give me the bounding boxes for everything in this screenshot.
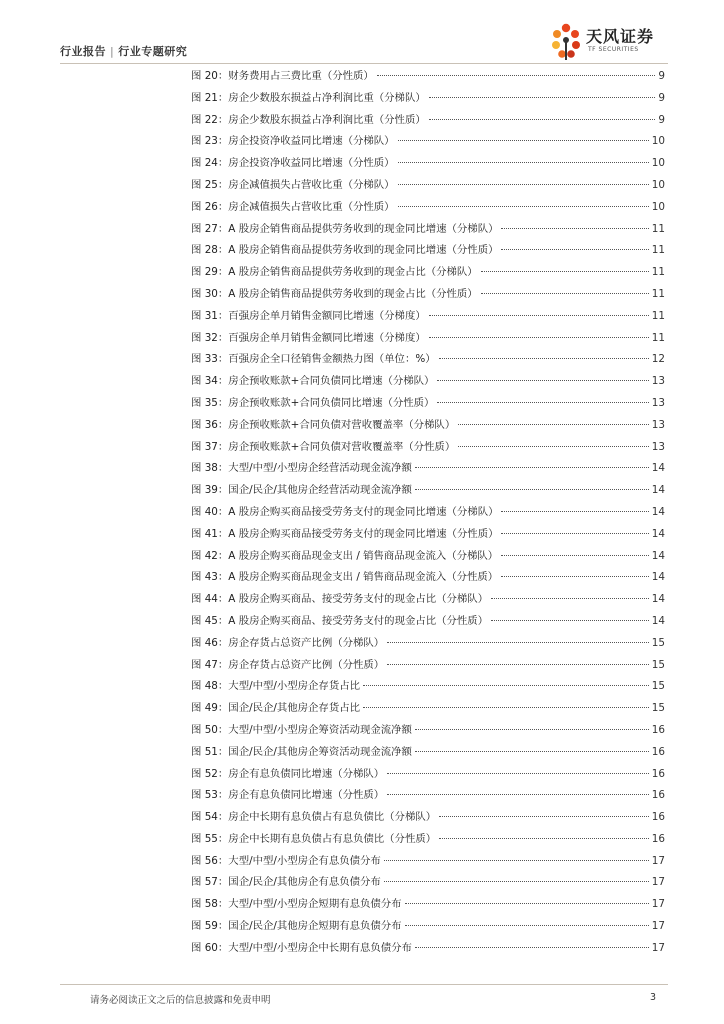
toc-entry[interactable] (191, 502, 665, 524)
toc-entry-title[interactable]: 图 47：房企存货占总资产比例（分性质） (191, 658, 385, 671)
toc-entry-page[interactable]: 11 (651, 244, 665, 257)
toc-entry-page[interactable]: 17 (651, 898, 665, 911)
toc-entry[interactable] (191, 349, 665, 371)
toc-entry-title[interactable]: 图 29：A 股房企销售商品提供劳务收到的现金占比（分梯队） (191, 266, 478, 279)
toc-entry[interactable] (191, 742, 665, 764)
toc-entry[interactable] (191, 872, 665, 894)
toc-entry[interactable] (191, 546, 665, 568)
toc-entry[interactable] (191, 524, 665, 546)
toc-entry[interactable] (191, 328, 665, 350)
toc-entry[interactable] (191, 633, 665, 655)
toc-entry[interactable] (191, 153, 665, 175)
toc-entry[interactable] (191, 284, 665, 306)
toc-entry-title[interactable]: 图 35：房企预收账款+合同负债同比增速（分性质） (191, 396, 435, 409)
header-separator: | (110, 45, 115, 58)
toc-entry-title[interactable]: 图 48：大型/中型/小型房企存货占比 (191, 680, 360, 693)
toc-leader-dots (429, 315, 649, 316)
toc-entry[interactable] (191, 88, 665, 110)
toc-entry-page[interactable]: 13 (651, 375, 665, 388)
toc-entry-page[interactable]: 10 (651, 200, 665, 213)
toc-entry-page[interactable]: 9 (658, 70, 665, 82)
toc-entry[interactable] (191, 175, 665, 197)
toc-entry-page[interactable]: 13 (651, 440, 665, 453)
toc-entry-page[interactable]: 9 (658, 113, 665, 126)
toc-entry-title[interactable]: 图 41：A 股房企购买商品接受劳务支付的现金同比增速（分性质） (191, 527, 499, 540)
toc-leader-dots (501, 228, 648, 229)
toc-entry[interactable] (191, 655, 665, 677)
toc-entry-title[interactable]: 图 42：A 股房企购买商品现金支出 / 销售商品现金流入（分梯队） (191, 549, 499, 562)
toc-leader-dots (415, 947, 649, 948)
toc-entry[interactable] (191, 785, 665, 807)
toc-entry-title[interactable]: 图 38：大型/中型/小型房企经营活动现金流净额 (191, 462, 412, 475)
toc-leader-dots (387, 642, 649, 643)
toc-entry[interactable] (191, 219, 665, 241)
toc-leader-dots (415, 729, 649, 730)
toc-entry-title[interactable]: 图 40：A 股房企购买商品接受劳务支付的现金同比增速（分梯队） (191, 505, 499, 518)
toc-entry-title[interactable]: 图 58：大型/中型/小型房企短期有息负债分布 (191, 898, 402, 911)
toc-leader-dots (398, 162, 649, 163)
toc-entry[interactable] (191, 851, 665, 873)
toc-entry-title[interactable]: 图 22：房企少数股东损益占净利润比重（分性质） (191, 113, 426, 126)
toc-entry-title[interactable]: 图 33：百强房企全口径销售金额热力图（单位：%） (191, 353, 436, 366)
toc-entry-page[interactable]: 10 (651, 157, 665, 170)
toc-entry[interactable] (191, 720, 665, 742)
toc-entry-title[interactable]: 图 50：大型/中型/小型房企筹资活动现金流净额 (191, 723, 412, 736)
toc-entry[interactable] (191, 916, 665, 938)
toc-entry-page[interactable]: 11 (651, 222, 665, 235)
toc-entry[interactable] (191, 371, 665, 393)
toc-entry-page[interactable]: 12 (651, 353, 665, 366)
toc-leader-dots (429, 119, 656, 120)
toc-entry[interactable] (191, 262, 665, 284)
toc-leader-dots (415, 751, 649, 752)
toc-leader-dots (377, 75, 656, 76)
toc-leader-dots (398, 206, 649, 207)
toc-entry-page[interactable]: 17 (651, 920, 665, 933)
toc-leader-dots (363, 707, 649, 708)
toc-leader-dots (405, 925, 649, 926)
toc-entry[interactable] (191, 110, 665, 132)
toc-entry[interactable] (191, 393, 665, 415)
toc-leader-dots (437, 380, 648, 381)
logo-chinese-name: 天风证券 (586, 27, 655, 46)
page-header (60, 27, 668, 64)
toc-entry-page[interactable]: 11 (651, 331, 665, 344)
toc-entry-title[interactable]: 图 49：国企/民企/其他房企存货占比 (191, 702, 360, 715)
toc-entry[interactable] (191, 698, 665, 720)
toc-entry-page[interactable]: 16 (651, 723, 665, 736)
toc-leader-dots (458, 424, 649, 425)
toc-leader-dots (501, 533, 648, 534)
header-divider (60, 63, 668, 64)
toc-entry-page[interactable]: 16 (651, 832, 665, 845)
toc-entry-page[interactable]: 14 (651, 505, 665, 518)
toc-leader-dots (398, 184, 649, 185)
toc-entry[interactable] (191, 131, 665, 153)
toc-entry-page[interactable]: 13 (651, 418, 665, 431)
toc-entry-title[interactable]: 图 23：房企投资净收益同比增速（分梯队） (191, 135, 395, 148)
toc-entry-title[interactable]: 图 46：房企存货占总资产比例（分梯队） (191, 636, 385, 649)
toc-entry-title[interactable]: 图 36：房企预收账款+合同负债对营收覆盖率（分梯队） (191, 418, 456, 431)
toc-entry-page[interactable]: 16 (651, 745, 665, 758)
toc-leader-dots (387, 794, 649, 795)
toc-entry[interactable] (191, 938, 665, 960)
toc-entry-page[interactable]: 17 (651, 941, 665, 954)
toc-entry[interactable] (191, 437, 665, 459)
toc-entry-title[interactable]: 图 27：A 股房企销售商品提供劳务收到的现金同比增速（分梯队） (191, 222, 499, 235)
toc-entry-page[interactable]: 14 (651, 462, 665, 475)
page-number: 3 (650, 992, 657, 1003)
toc-entry-page[interactable]: 14 (651, 571, 665, 584)
report-category (60, 43, 187, 59)
toc-entry-page[interactable]: 16 (651, 811, 665, 824)
toc-entry-title[interactable]: 图 32：百强房企单月销售金额同比增速（分梯度） (191, 331, 426, 344)
toc-entry-page[interactable]: 15 (651, 702, 665, 715)
toc-entry-page[interactable]: 15 (651, 658, 665, 671)
toc-entry-title[interactable]: 图 52：房企有息负债同比增速（分梯队） (191, 767, 385, 780)
toc-entry-page[interactable]: 11 (651, 309, 665, 322)
company-logo (548, 22, 668, 68)
toc-entry-title[interactable]: 图 44：A 股房企购买商品、接受劳务支付的现金占比（分梯队） (191, 593, 489, 606)
toc-leader-dots (501, 576, 649, 577)
toc-entry-page[interactable]: 16 (651, 789, 665, 802)
toc-entry-page[interactable]: 10 (651, 178, 665, 191)
toc-entry-page[interactable]: 14 (651, 593, 665, 606)
toc-entry-title[interactable]: 图 21：房企少数股东损益占净利润比重（分梯队） (191, 91, 426, 104)
toc-entry[interactable] (191, 197, 665, 219)
toc-leader-dots (415, 489, 649, 490)
toc-entry-title[interactable]: 图 20：财务费用占三费比重（分性质） (191, 70, 374, 82)
toc-leader-dots (387, 664, 649, 665)
toc-entry-title[interactable]: 图 53：房企有息负债同比增速（分性质） (191, 789, 385, 802)
report-subtype: 行业专题研究 (118, 45, 188, 58)
toc-entry-title[interactable]: 图 55：房企中长期有息负债占有息负债比（分性质） (191, 832, 437, 845)
toc-leader-dots (437, 402, 648, 403)
toc-entry-title[interactable]: 图 59：国企/民企/其他房企短期有息负债分布 (191, 920, 402, 933)
toc-entry-title[interactable]: 图 25：房企减值损失占营收比重（分梯队） (191, 178, 395, 191)
toc-leader-dots (429, 97, 656, 98)
toc-entry-title[interactable]: 图 45：A 股房企购买商品、接受劳务支付的现金占比（分性质） (191, 614, 489, 627)
toc-entry-page[interactable]: 16 (651, 767, 665, 780)
report-type: 行业报告 (60, 45, 106, 58)
toc-entry-title[interactable]: 图 57：国企/民企/其他房企有息负债分布 (191, 876, 381, 889)
toc-leader-dots (439, 358, 649, 359)
toc-entry[interactable] (191, 480, 665, 502)
toc-entry-page[interactable]: 14 (651, 549, 665, 562)
toc-leader-dots (439, 838, 649, 839)
toc-entry-page[interactable]: 9 (658, 91, 665, 104)
toc-leader-dots (387, 773, 649, 774)
toc-entry-title[interactable]: 图 28：A 股房企销售商品提供劳务收到的现金同比增速（分性质） (191, 244, 499, 257)
footer-disclaimer: 请务必阅读正文之后的信息披露和免责申明 (90, 995, 271, 1006)
figure-list (191, 66, 665, 960)
toc-entry[interactable] (191, 589, 665, 611)
toc-leader-dots (398, 140, 649, 141)
toc-leader-dots (481, 271, 649, 272)
toc-entry-title[interactable]: 图 56：大型/中型/小型房企有息负债分布 (191, 854, 381, 867)
toc-entry[interactable] (191, 829, 665, 851)
toc-leader-dots (491, 620, 649, 621)
footer-divider (60, 984, 668, 985)
toc-entry-page[interactable]: 13 (651, 396, 665, 409)
tf-flower-logo-icon (548, 22, 584, 62)
toc-entry-title[interactable]: 图 39：国企/民企/其他房企经营活动现金流净额 (191, 484, 412, 497)
toc-leader-dots (501, 249, 648, 250)
toc-leader-dots (491, 598, 649, 599)
toc-entry-page[interactable]: 17 (651, 876, 665, 889)
toc-entry[interactable] (191, 676, 665, 698)
toc-entry[interactable] (191, 306, 665, 328)
toc-entry-title[interactable]: 图 60：大型/中型/小型房企中长期有息负债分布 (191, 941, 412, 954)
toc-leader-dots (439, 816, 649, 817)
toc-entry-title[interactable]: 图 37：房企预收账款+合同负债对营收覆盖率（分性质） (191, 440, 456, 453)
toc-entry[interactable] (191, 458, 665, 480)
toc-leader-dots (405, 903, 649, 904)
toc-entry[interactable] (191, 611, 665, 633)
toc-entry[interactable] (191, 415, 665, 437)
toc-entry-page[interactable]: 14 (651, 614, 665, 627)
toc-entry[interactable] (191, 240, 665, 262)
toc-leader-dots (415, 467, 649, 468)
toc-entry[interactable] (191, 807, 665, 829)
toc-entry-page[interactable]: 17 (651, 854, 665, 867)
logo-english-name: TF SECURITIES (588, 46, 639, 53)
toc-entry-page[interactable]: 14 (651, 527, 665, 540)
toc-entry[interactable] (191, 567, 665, 589)
toc-entry[interactable] (191, 66, 665, 88)
toc-entry-title[interactable]: 图 30：A 股房企销售商品提供劳务收到的现金占比（分性质） (191, 287, 478, 300)
toc-entry[interactable] (191, 894, 665, 916)
toc-leader-dots (501, 511, 648, 512)
toc-entry-title[interactable]: 图 43：A 股房企购买商品现金支出 / 销售商品现金流入（分性质） (191, 571, 499, 584)
toc-entry[interactable] (191, 764, 665, 786)
toc-entry-page[interactable]: 14 (651, 484, 665, 497)
toc-leader-dots (429, 337, 649, 338)
toc-leader-dots (458, 446, 649, 447)
toc-entry-page[interactable]: 10 (651, 135, 665, 148)
toc-entry-page[interactable]: 15 (651, 680, 665, 693)
toc-leader-dots (384, 881, 649, 882)
toc-entry-title[interactable]: 图 54：房企中长期有息负债占有息负债比（分梯队） (191, 811, 437, 824)
toc-leader-dots (363, 685, 649, 686)
toc-entry-page[interactable]: 11 (651, 287, 665, 300)
toc-leader-dots (481, 293, 649, 294)
toc-entry-page[interactable]: 11 (651, 266, 665, 279)
toc-entry-title[interactable]: 图 51：国企/民企/其他房企筹资活动现金流净额 (191, 745, 412, 758)
toc-entry-title[interactable]: 图 24：房企投资净收益同比增速（分性质） (191, 157, 395, 170)
toc-entry-title[interactable]: 图 34：房企预收账款+合同负债同比增速（分梯队） (191, 375, 435, 388)
toc-leader-dots (501, 555, 649, 556)
toc-entry-title[interactable]: 图 31：百强房企单月销售金额同比增速（分梯度） (191, 309, 426, 322)
toc-leader-dots (384, 860, 649, 861)
toc-entry-title[interactable]: 图 26：房企减值损失占营收比重（分性质） (191, 200, 395, 213)
toc-entry-page[interactable]: 15 (651, 636, 665, 649)
